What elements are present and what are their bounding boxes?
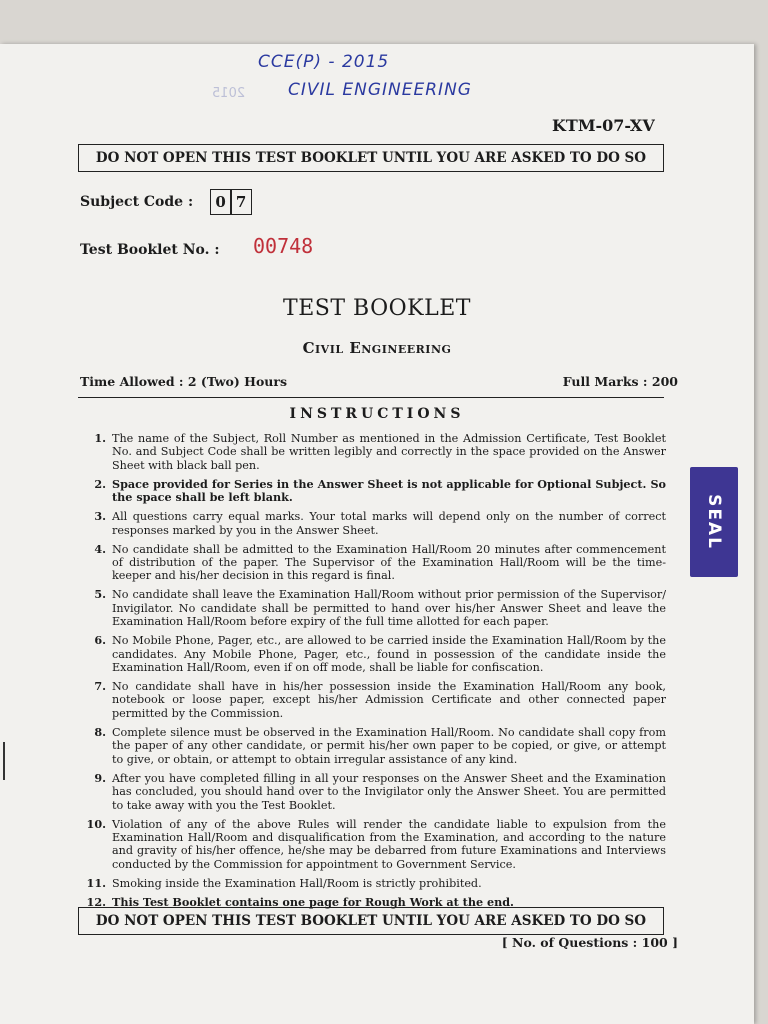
instruction-number: 7.: [94, 679, 106, 694]
divider: [78, 397, 664, 398]
instruction-item: [80, 726, 666, 766]
instruction-item: [80, 818, 666, 872]
instruction-number: 10.: [86, 816, 106, 831]
instruction-text: No Mobile Phone, Pager, etc., are allowed to be carried inside the Examination Hall/Room by the candidates. Any Mobile Phone, Pager, etc., found in possession of the candidate inside the Examination Hall/Room, even if on off mode, shall be liable for confiscation.: [112, 634, 666, 675]
instruction-text: No candidate shall have in his/her possession inside the Examination Hall/Room any book, notebook or loose paper, except his/her Admission Certificate and other connected paper permitted by the Commission.: [112, 680, 666, 720]
instruction-item: [80, 680, 666, 720]
booklet-number-value: 00748: [253, 234, 314, 258]
instruction-text: No candidate shall be admitted to the Examination Hall/Room 20 minutes after commencement of distribution of the paper. The Supervisor of the Examination Hall/Room will be the time-keeper and his/her decision in this regard is final.: [112, 542, 666, 583]
instruction-text: Violation of any of the above Rules will render the candidate liable to expulsion from the Examination Hall/Room and disqualification from the Examination, and according to the nature and gravity of his/her offence, he/she may be debarred from future Examinations and Interviews conducted by the Commission for appointment to Government Service.: [112, 817, 666, 871]
subject-code-digit: 7: [230, 189, 252, 215]
instruction-number: 4.: [94, 541, 106, 556]
booklet-number-label: Test Booklet No. :: [80, 242, 220, 258]
seal-tab: [690, 467, 738, 577]
instruction-item: [80, 432, 666, 472]
instruction-item: [80, 543, 666, 583]
instruction-number: 9.: [94, 770, 106, 785]
handwritten-subject: CIVIL ENGINEERING: [288, 80, 472, 100]
page-title: TEST BOOKLET: [283, 296, 471, 321]
instructions-heading: INSTRUCTIONS: [289, 406, 465, 422]
edge-mark: [3, 742, 5, 780]
page-subtitle: Civil Engineering: [302, 339, 452, 357]
instruction-item: [80, 510, 666, 537]
warning-banner-top: DO NOT OPEN THIS TEST BOOKLET UNTIL YOU ARE ASKED TO DO SO: [78, 144, 664, 172]
instruction-number: 8.: [94, 724, 106, 739]
subject-code-digit: 0: [210, 189, 232, 215]
subject-code-label: Subject Code :: [80, 194, 194, 210]
instruction-text: Smoking inside the Examination Hall/Room is strictly prohibited.: [112, 876, 482, 890]
instruction-item: [80, 634, 666, 674]
instruction-number: 3.: [94, 509, 106, 524]
instruction-text: The name of the Subject, Roll Number as mentioned in the Admission Certificate, Test Booklet No. and Subject Code shall be written legibly and correctly in the space provided on the Answer Sheet with black ball pen.: [112, 432, 666, 472]
instruction-number: 6.: [94, 633, 106, 648]
instruction-number: 2.: [94, 476, 106, 491]
seal-label: SEAL: [704, 494, 725, 550]
instruction-text: Complete silence must be observed in the Examination Hall/Room. No candidate shall copy from the paper of any other candidate, or permit his/her own paper to be copied, or give, or attempt to give, or obtain, or attempt to obtain irregular assistance of any kind.: [112, 725, 666, 766]
instruction-item: [80, 877, 666, 890]
booklet-code: KTM-07-XV: [552, 116, 655, 135]
warning-banner-bottom: DO NOT OPEN THIS TEST BOOKLET UNTIL YOU ARE ASKED TO DO SO: [78, 907, 664, 935]
instruction-number: 1.: [94, 431, 106, 445]
instruction-text: After you have completed filling in all your responses on the Answer Sheet and the Examination has concluded, you should hand over to the Invigilator only the Answer Sheet. You are permitted to take away with you the Test Booklet.: [112, 771, 666, 812]
instruction-text: All questions carry equal marks. Your total marks will depend only on the number of correct responses marked by you in the Answer Sheet.: [112, 510, 666, 537]
instruction-number: 5.: [94, 587, 106, 602]
subject-code: [80, 189, 252, 215]
instruction-text: No candidate shall leave the Examination Hall/Room without prior permission of the Supervisor/ Invigilator. No candidate shall be permitted to hand over his/her Answer Sheet and leave the Examination Hall/Room before expiry of the full time allotted for each paper.: [112, 588, 666, 629]
instruction-text: Space provided for Series in the Answer Sheet is not applicable for Optional Subject. So the space shall be left blank.: [112, 476, 666, 505]
instruction-item: [80, 772, 666, 812]
question-count: [ No. of Questions : 100 ]: [501, 935, 678, 950]
time-allowed: Time Allowed : 2 (Two) Hours: [80, 374, 288, 389]
handwritten-exam-name: CCE(P) - 2015: [258, 52, 390, 72]
instructions-list: [80, 432, 666, 915]
bleedthrough-text: 2015: [212, 86, 246, 101]
instruction-item: [80, 478, 666, 505]
instruction-item: [80, 588, 666, 628]
instruction-number: 11.: [86, 875, 106, 890]
full-marks: Full Marks : 200: [562, 374, 678, 389]
instruction-text: This Test Booklet contains one page for Rough Work at the end.: [112, 894, 514, 909]
instruction-number: 12.: [86, 894, 106, 909]
